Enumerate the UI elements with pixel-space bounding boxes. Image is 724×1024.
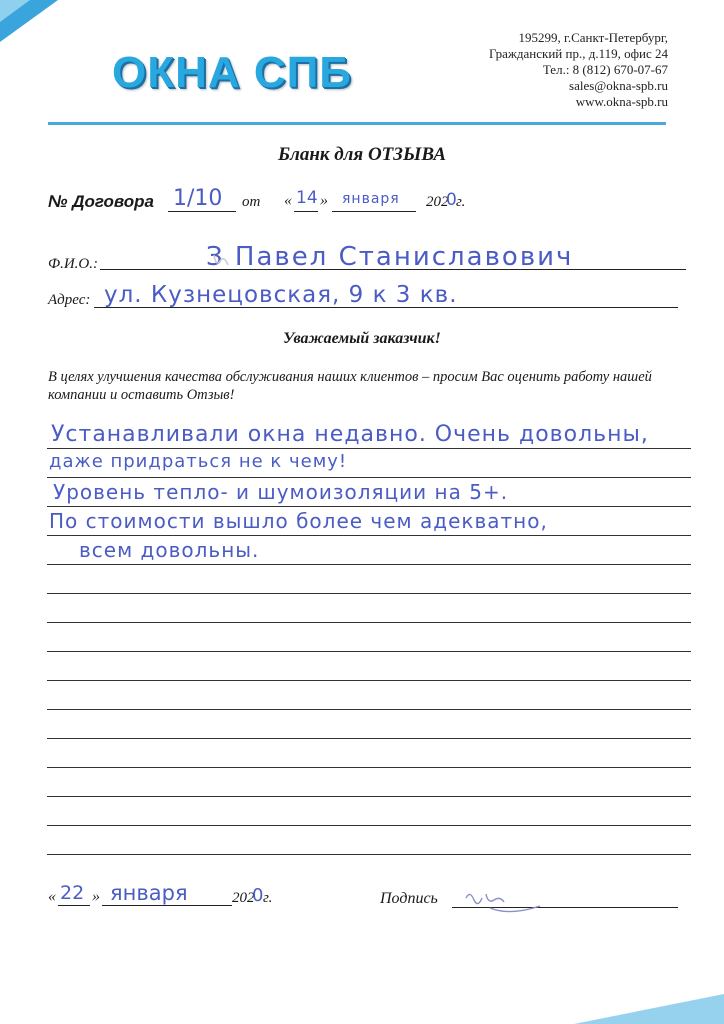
- address-line-1: 195299, г.Санкт-Петербург,: [518, 30, 668, 45]
- date-close-quote: »: [320, 192, 328, 209]
- review-line-1: Устанавливали окна недавно. Очень довольны,: [51, 422, 649, 447]
- company-contacts: [428, 30, 668, 110]
- month-underline: [332, 210, 416, 212]
- address-row: [48, 282, 688, 316]
- fio-erasure-mark: [210, 251, 238, 271]
- day-underline: [294, 210, 318, 212]
- ruled-line: [47, 767, 691, 768]
- year-suffix: г.: [456, 194, 466, 210]
- company-logo: ОКНА СПБ: [112, 48, 352, 97]
- email-link[interactable]: sales@okna-spb.ru: [569, 78, 668, 93]
- review-line-4: По стоимости вышло более чем адекватно,: [49, 509, 548, 533]
- footer-year-field[interactable]: 0: [252, 885, 264, 906]
- corner-decoration-bottom-right: [574, 994, 724, 1024]
- ruled-line: [47, 854, 691, 855]
- from-label: от: [242, 194, 261, 210]
- fio-label: Ф.И.О.:: [48, 256, 98, 272]
- footer-open-quote: «: [48, 888, 56, 905]
- ruled-line: [47, 651, 691, 652]
- ruled-line: [47, 709, 691, 710]
- review-line-2: даже придраться не к чему!: [49, 451, 348, 472]
- fio-row: [48, 242, 688, 276]
- address-field[interactable]: ул. Кузнецовская, 9 к 3 кв.: [104, 282, 458, 308]
- date-open-quote: «: [284, 192, 292, 209]
- contract-label: № Договора: [48, 192, 154, 211]
- contract-year-field[interactable]: 0: [446, 190, 457, 210]
- footer-day-field[interactable]: 22: [60, 882, 85, 904]
- ruled-line: [47, 564, 691, 565]
- ruled-line: [47, 622, 691, 623]
- website-link[interactable]: www.okna-spb.ru: [575, 94, 668, 109]
- footer-year-suffix: г.: [263, 890, 273, 906]
- intro-text: В целях улучшения качества обслуживания наших клиентов – просим Вас оценить работу нашей компании и оставить Отзыв!: [48, 369, 652, 403]
- contract-number-field[interactable]: 1/10: [173, 186, 223, 211]
- ruled-line: [47, 796, 691, 797]
- signature-image[interactable]: [460, 886, 550, 920]
- footer-month-field[interactable]: января: [110, 881, 188, 905]
- ruled-line: [47, 506, 691, 507]
- review-line-5: всем довольны.: [79, 538, 260, 562]
- year-prefix: 202: [426, 194, 449, 210]
- phone: Тел.: 8 (812) 670-07-67: [542, 62, 668, 77]
- ruled-line: [47, 825, 691, 826]
- corner-decoration-top-left: [0, 0, 58, 42]
- ruled-line: [47, 477, 691, 478]
- footer-date-row: [48, 881, 308, 914]
- ruled-line: [47, 593, 691, 594]
- ruled-line: [47, 535, 691, 536]
- greeting-heading: Уважаемый заказчик!: [283, 330, 441, 347]
- form-title: Бланк для ОТЗЫВА: [278, 144, 446, 165]
- ruled-line: [47, 680, 691, 681]
- fio-field[interactable]: З Павел Станиславович: [206, 242, 574, 272]
- footer-close-quote: »: [92, 888, 100, 905]
- address-line-2: Гражданский пр., д.119, офис 24: [488, 46, 668, 61]
- signature-row: [380, 884, 680, 924]
- contract-month-field[interactable]: января: [342, 191, 400, 207]
- ruled-line: [47, 448, 691, 449]
- review-line-3: Уровень тепло- и шумоизоляции на 5+.: [53, 480, 509, 504]
- address-label: Адрес:: [48, 292, 91, 308]
- ruled-line: [47, 738, 691, 739]
- review-textarea[interactable]: [47, 420, 691, 860]
- signature-label: Подпись: [380, 890, 438, 907]
- header-divider: [48, 122, 666, 125]
- footer-year-prefix: 202: [232, 890, 255, 906]
- footer-day-underline: [58, 904, 90, 906]
- contract-day-field[interactable]: 14: [296, 188, 318, 208]
- contract-row: [48, 188, 488, 218]
